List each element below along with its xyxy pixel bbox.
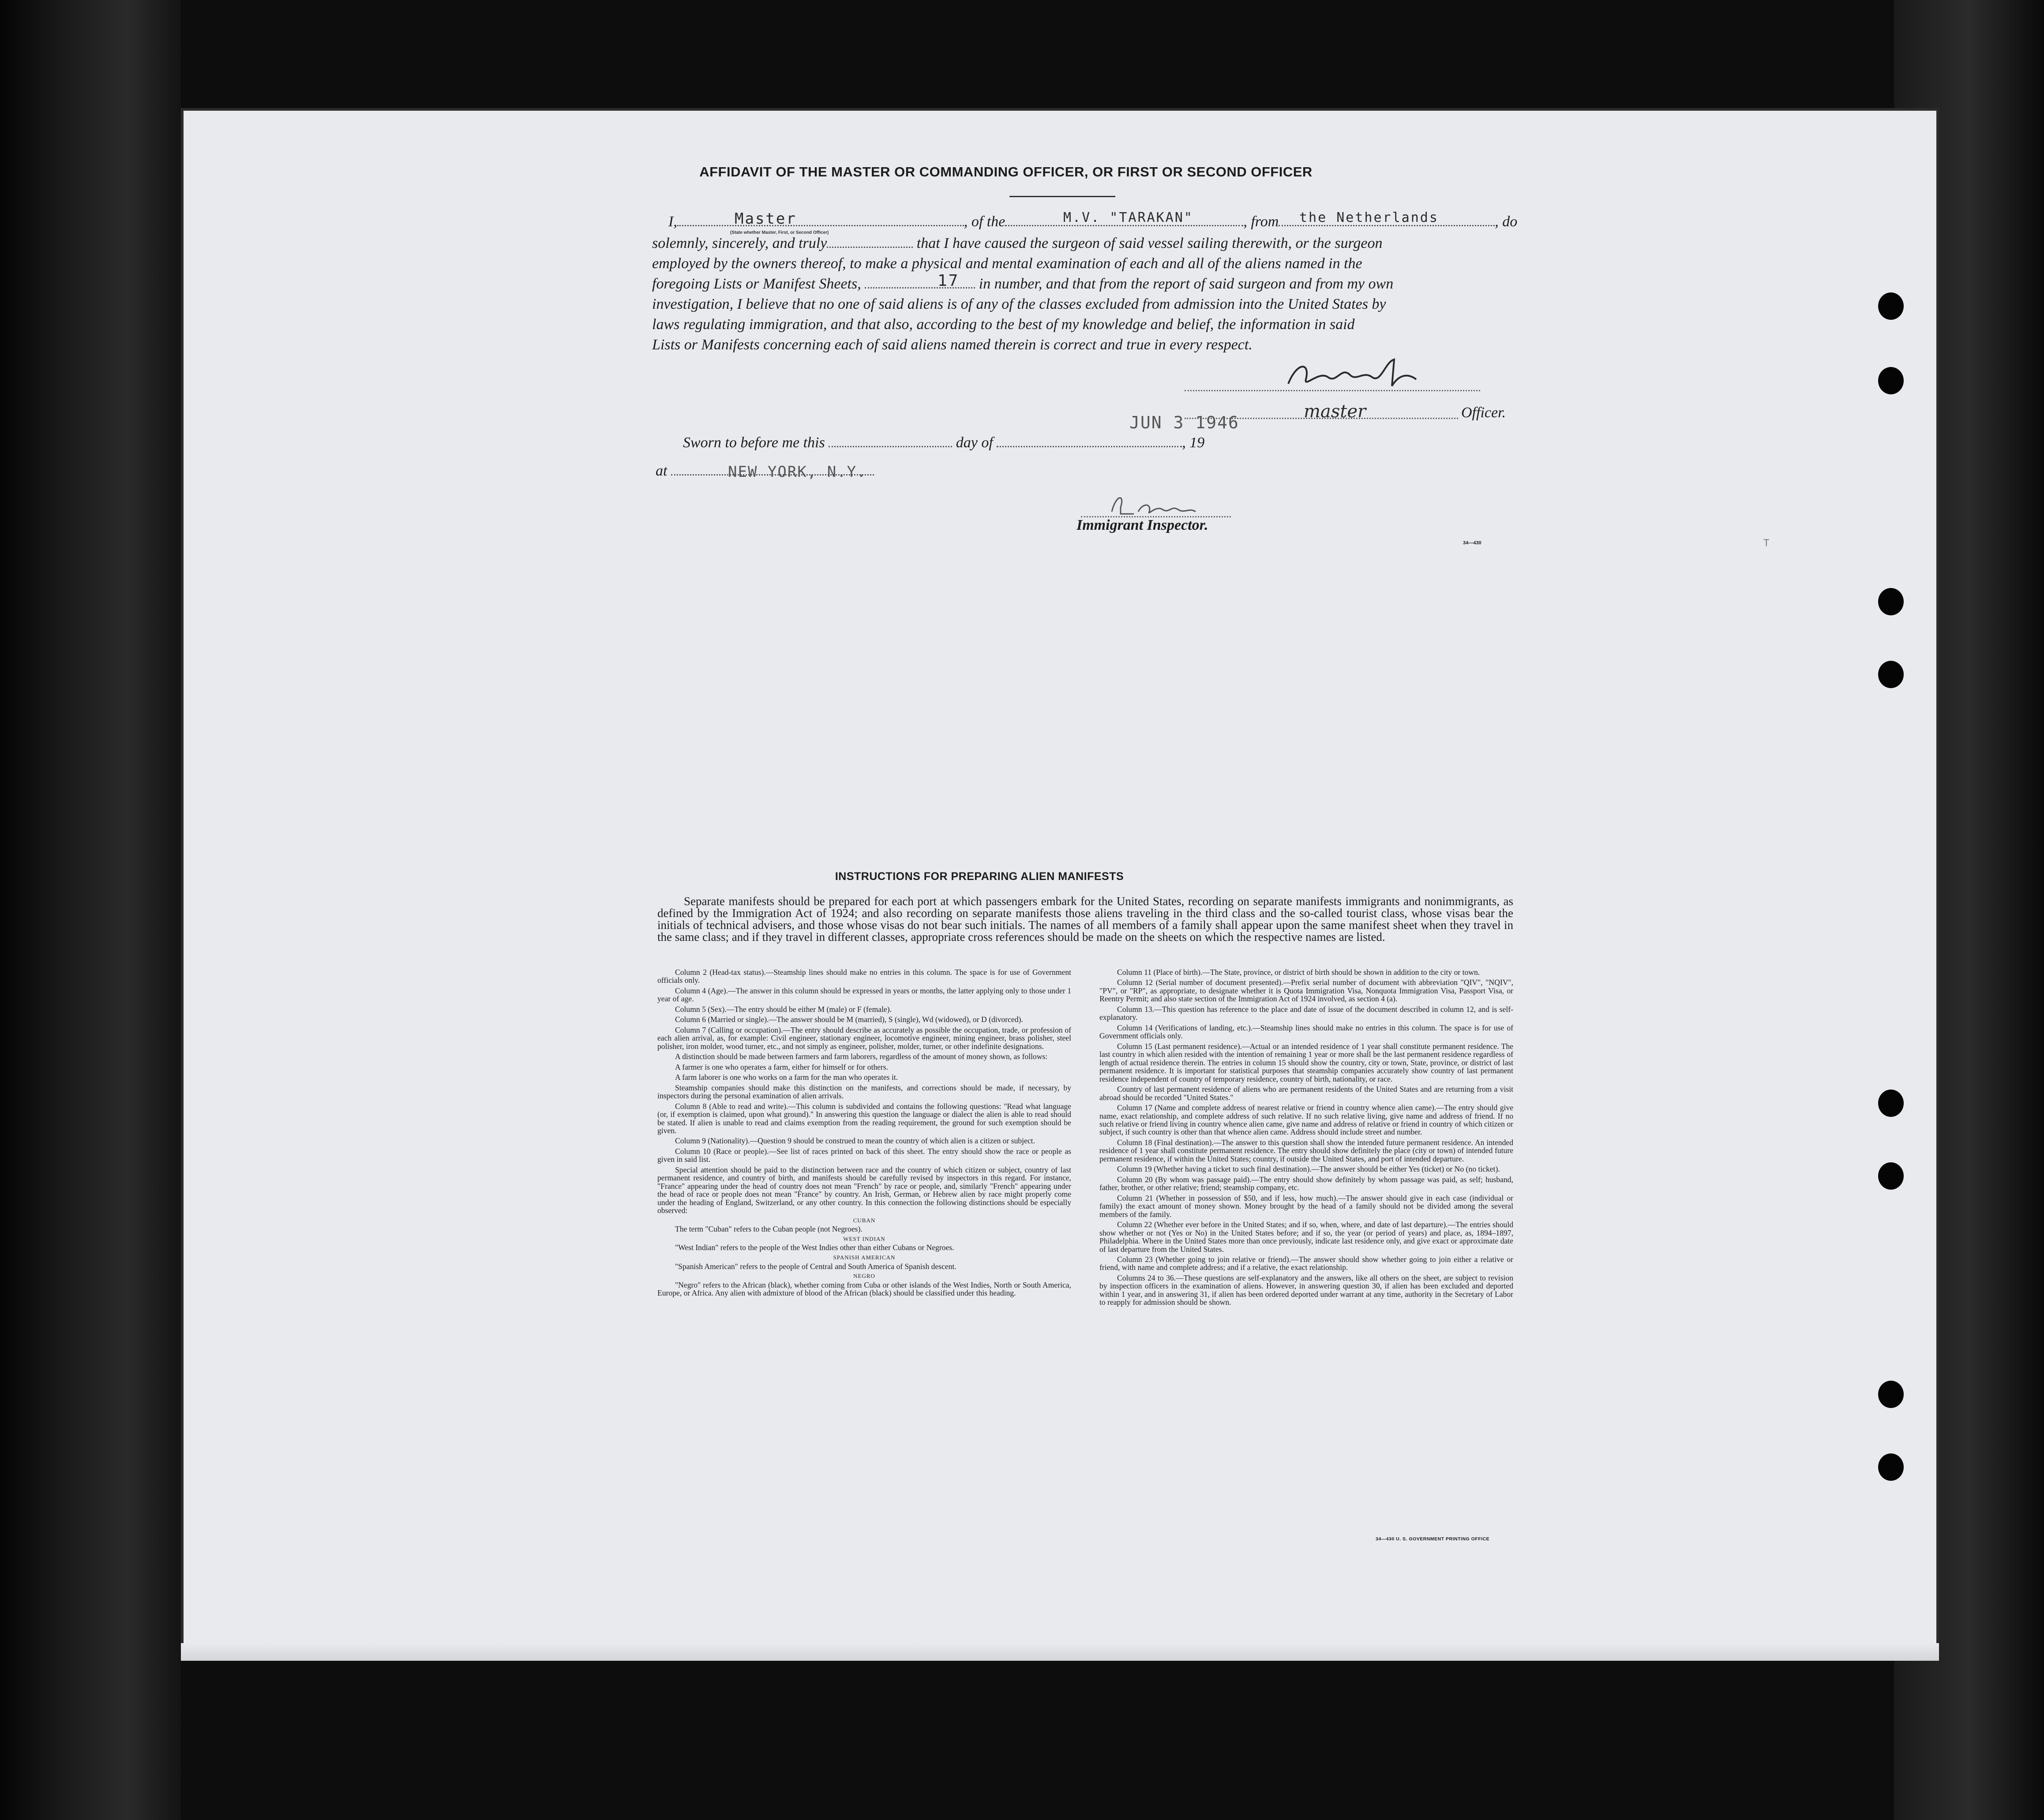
affidavit-title: AFFIDAVIT OF THE MASTER OR COMMANDING OFFICER, OR FIRST OR SECOND OFFICER xyxy=(699,164,1313,180)
right-paragraph: Column 11 (Place of birth).—The State, province, or district of birth should be shown in addition to the city or town. xyxy=(1117,968,1480,977)
section-text: "Negro" refers to the African (black), whether coming from Cuba or other islands of the West Indies, North or South America, Europe, or Africa. Any alien with admixture of blood of the African (black) should be classified under this heading. xyxy=(657,1280,1071,1298)
left-paragraph: Steamship companies should make this distinction on the manifests, and corrections should be made, if necessary, by inspectors during the personal examination of alien arrivals. xyxy=(657,1083,1071,1101)
right-paragraph: Column 20 (By whom was passage paid).—The entry should show definitely by whom passage was paid, as self; husband, father, brother, or other relative; friend; steamship company, etc. xyxy=(1099,1175,1513,1192)
margin-mark: T xyxy=(1763,537,1770,548)
section-text: "West Indian" refers to the people of the West Indies other than either Cubans or Negroes. xyxy=(675,1243,954,1252)
instructions-left-column xyxy=(657,968,1071,1299)
printing-office-footer: 34—430 U. S. GOVERNMENT PRINTING OFFICE xyxy=(1376,1536,1490,1542)
affidavit-line-3: employed by the owners thereof, to make a physical and mental examination of each and all of the aliens named in the xyxy=(652,255,1362,272)
section-text: The term "Cuban" refers to the Cuban people (not Negroes). xyxy=(675,1225,863,1234)
instructions-intro: Separate manifests should be prepared for each port at which passengers embark for the United States, recording on separate manifests immigrants and nonimmigrants, as defined by the Immigration Act of 1924; and also recording on separate manifests those aliens traveling in the third class and the so-called tourist class, whose visas bear the initials of technical advisers, and those whose visas do not bear such initials. The names of all members of a family shall appear upon the same manifest sheet when they travel in the same class; and if they travel in different classes, appropriate cross references should be made on the sheets on which the respective names are listed. xyxy=(657,895,1513,944)
left-paragraph: Column 8 (Able to read and write).—This column is subdivided and contains the following questions: "Read what language (or, if exemption is claimed, upon what ground)." In answering this question the language or dialect the alien is able to read should be stated. If alien is unable to read and claims exemption from the reading requirement, the ground for such exemption should be given. xyxy=(657,1101,1071,1135)
vessel-name-handwritten: M.V. "TARAKAN" xyxy=(1063,210,1193,225)
right-paragraph: Column 23 (Whether going to join relative or friend).—The answer should show whether going to join either a relative or friend, with name and complete address; and if a relative, the exact relationship. xyxy=(1099,1255,1513,1272)
left-paragraph: Column 4 (Age).—The answer in this column should be expressed in years or months, the latter applying only to those under 1 year of age. xyxy=(657,986,1071,1004)
right-paragraph: Column 21 (Whether in possession of $50, and if less, how much).—The answer should give in each case (individual or family) the exact amount of money shown. Money brought by the head of a family should not be divided among the several members of the family. xyxy=(1099,1193,1513,1219)
left-paragraph: A farm laborer is one who works on a farm for the man who operates it. xyxy=(675,1073,898,1082)
officer-label: Officer. xyxy=(1461,404,1506,421)
left-paragraph: Column 7 (Calling or occupation).—The entry should describe as accurately as possible the occupation, trade, or profession of each alien arrival, as, for example: Civil engineer, stationary engineer, locomotive engineer, mining engineer, brass polisher, steel polisher, iron molder, wood turner, etc., and not simply as engineer, polisher, molder, turner, or other indefinite designations. xyxy=(657,1025,1071,1051)
officer-rank-handwritten: Master xyxy=(735,210,797,228)
punch-hole xyxy=(1878,588,1904,615)
right-paragraph: Column 14 (Verifications of landing, etc.).—Steamship lines should make no entries in this column. The space is for use of Government officials only. xyxy=(1099,1023,1513,1041)
punch-hole xyxy=(1878,1453,1904,1481)
section-heading: NEGRO xyxy=(853,1272,875,1279)
officer-signature-line xyxy=(1185,389,1480,391)
section-text: "Spanish American" refers to the people of Central and South America of Spanish descent. xyxy=(675,1262,956,1271)
section-heading: WEST INDIAN xyxy=(843,1235,885,1242)
sworn-line: Sworn to before me this day of , 19 xyxy=(683,434,1205,451)
affidavit-line-4: foregoing Lists or Manifest Sheets, in number, and that from the report of said surgeon and from my own xyxy=(652,276,1394,292)
punch-hole xyxy=(1878,292,1904,320)
right-paragraph: Column 15 (Last permanent residence).—Actual or an intended residence of 1 year shall constitute permanent residence. The last country in which alien resided with the intention of remaining 1 year or more shall be the last permanent residence regardless of length of actual residence therein. The entries in column 15 should show the country, city or town, State, province, or district of last permanent residence. It is important for statistical purposes that steamship companies accurately show country of last permanent residence independent of country of temporary residence, country of birth, nationality, or race. xyxy=(1099,1041,1513,1083)
section-heading: CUBAN xyxy=(853,1217,876,1224)
date-stamp: JUN 3 1946 xyxy=(1129,413,1239,432)
inspector-label: Immigrant Inspector. xyxy=(1076,517,1208,533)
punch-hole xyxy=(1878,1162,1904,1190)
sheet-count-handwritten: 17 xyxy=(938,272,960,290)
right-paragraph: Column 12 (Serial number of document presented).—Prefix serial number of document with abbreviation "QIV", "NQIV", "PV", or "RP", as appropriate, to designate whether it is Quota Immigration Visa, Nonquota Immigration Visa, Passport Visa, or Reentry Permit; and also state section of the Immigration Act of 1924 involved, as section 4 (a). xyxy=(1099,978,1513,1004)
right-paragraph: Country of last permanent residence of aliens who are permanent residents of the United States and are returning from a visit abroad should be recorded "United States." xyxy=(1099,1085,1513,1102)
right-paragraph: Column 22 (Whether ever before in the United States; and if so, when, where, and date of last departure).—The entries should show whether or not (Yes or No) in the United States before; and if so, the year (or period of years) and place, as, 1894–1897, Philadelphia. Where in the United States more than once previously, indicate last residence only, and give exact or approximate date of last departure from the United States. xyxy=(1099,1220,1513,1254)
affidavit-line-5: investigation, I believe that no one of said aliens is of any of the classes excluded from admission into the United States by xyxy=(652,296,1386,312)
left-paragraph: Column 10 (Race or people).—See list of races printed on back of this sheet. The entry should show the race or people as given in said list. xyxy=(657,1146,1071,1164)
instructions-right-column xyxy=(1099,968,1513,1309)
title-rule xyxy=(1009,196,1115,197)
right-paragraph: Column 18 (Final destination).—The answer to this question shall show the intended future permanent residence. An intended residence of 1 year shall constitute permanent residence. The entry should show definitely the place (city or town) of intended future permanent residence, if within the United States; country, if outside the United States, and port of intended departure. xyxy=(1099,1138,1513,1163)
left-paragraph: A farmer is one who operates a farm, either for himself or for others. xyxy=(675,1062,889,1071)
left-paragraph: Special attention should be paid to the distinction between race and the country of which citizen or subject, country of last permanent residence, and country of birth, and manifests should be carefully revised by inspectors in this regard. For instance, "France" appearing under the head of country does not mean "French" by race or people, and, similarly "French" appearing under the head of race or people does not mean "France" by country. An Irish, German, or Hebrew alien by race might properly come under the heading of England, Switzerland, or any other country. In this connection the following distinctions should be especially observed: xyxy=(657,1165,1071,1215)
right-paragraph: Column 19 (Whether having a ticket to such final destination).—The answer should be either Yes (ticket) or No (no ticket). xyxy=(1117,1165,1500,1174)
right-paragraph: Column 17 (Name and complete address of nearest relative or friend in country whence alien came).—The entry should give name, exact relationship, and complete address of such relative. If no such relative living, give name and address of friend. If no such relative or friend living in country whence alien came, give name and address of relative or friend in country of which citizen or subject, if such country is other than that whence alien came. Address should include street and number. xyxy=(1099,1103,1513,1137)
officer-rank-hint: (State whether Master, First, or Second Officer) xyxy=(730,230,829,235)
form-number: 34—430 xyxy=(1463,540,1481,546)
punch-hole xyxy=(1878,1090,1904,1117)
right-paragraph: Columns 24 to 36.—These questions are self-explanatory and the answers, like all others on the sheet, are subject to revision by inspection officers in the examination of aliens. However, in answering question 30, if alien has been excluded and deported within 1 year, and in answering 31, if alien has been ordered deported under warrant at any time, authority in the Secretary of Labor to reapply for admission should be shown. xyxy=(1099,1273,1513,1307)
left-paragraph: Column 6 (Married or single).—The answer should be M (married), S (single), Wd (widowed), or D (divorced). xyxy=(675,1015,1023,1024)
affidavit-line-7: Lists or Manifests concerning each of said aliens named therein is correct and true in every respect. xyxy=(652,337,1253,353)
right-paragraph: Column 13.—This question has reference to the place and date of issue of the document described in column 12, and is self-explanatory. xyxy=(1099,1004,1513,1022)
origin-handwritten: the Netherlands xyxy=(1299,210,1439,225)
place-stamp: NEW YORK, N.Y. xyxy=(728,463,867,481)
section-heading: SPANISH AMERICAN xyxy=(833,1254,896,1261)
punch-hole xyxy=(1878,661,1904,688)
affidavit-line-1: I, , of the , from , do xyxy=(668,213,1518,230)
left-paragraph: Column 9 (Nationality).—Question 9 should be construed to mean the country of which alien is a citizen or subject. xyxy=(675,1136,1035,1146)
officer-title-handwritten: master xyxy=(1304,401,1366,422)
instructions-title: INSTRUCTIONS FOR PREPARING ALIEN MANIFESTS xyxy=(835,870,1124,883)
left-paragraph: A distinction should be made between farmers and farm laborers, regardless of the amount of money shown, as follows: xyxy=(675,1052,1048,1061)
left-paragraph: Column 2 (Head-tax status).—Steamship lines should make no entries in this column. The space is for use of Government officials only. xyxy=(657,968,1071,985)
punch-hole xyxy=(1878,1381,1904,1408)
punch-hole xyxy=(1878,367,1904,394)
left-paragraph: Column 5 (Sex).—The entry should be either M (male) or F (female). xyxy=(675,1004,892,1014)
affidavit-line-6: laws regulating immigration, and that also, according to the best of my knowledge and belief, the information in said xyxy=(652,316,1355,333)
at-line: at xyxy=(656,463,874,479)
affidavit-line-2: solemnly, sincerely, and truly that I have caused the surgeon of said vessel sailing therewith, or the surgeon xyxy=(652,235,1383,251)
left-scan-border xyxy=(0,0,181,1820)
